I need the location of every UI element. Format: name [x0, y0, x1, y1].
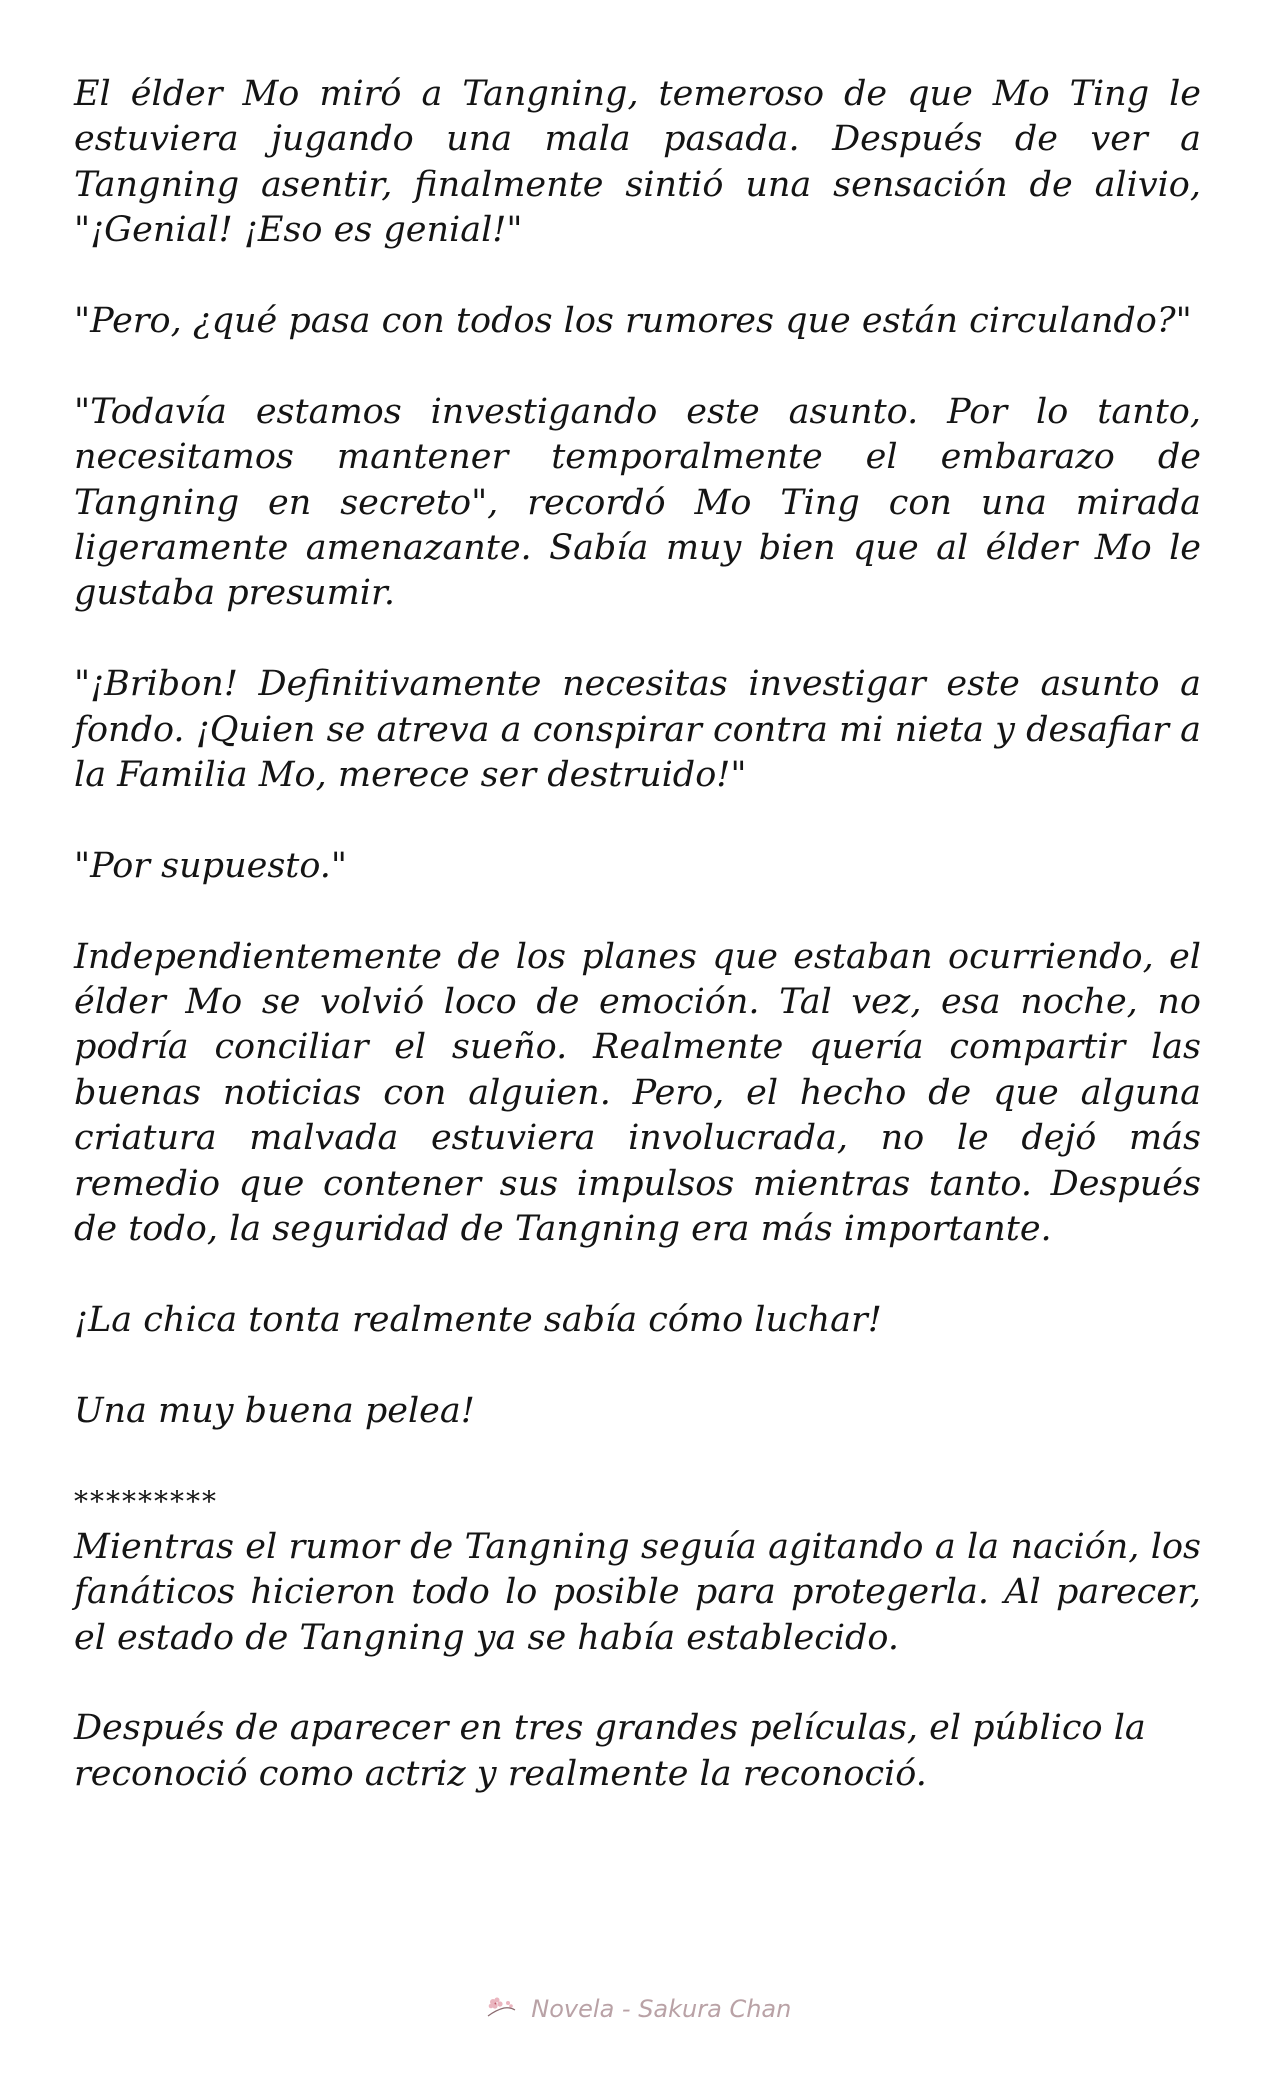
paragraph: Mientras el rumor de Tangning seguía agitando a la nación, los fanáticos hicieron todo lo posible para protegerla. Al parecer, el estado de Tangning ya se había establecido. [74, 1526, 1201, 1658]
paragraph: "¡Bribon! Definitivamente necesitas investigar este asunto a fondo. ¡Quien se atreva a conspirar contra mi nieta y desafiar a la Familia Mo, merece ser destruido!" [74, 664, 1201, 796]
paragraph: Una muy buena pelea! [74, 1390, 475, 1431]
paragraph: El élder Mo miró a Tangning, temeroso de que Mo Ting le estuviera jugando una mala pasada. Después de ver a Tangning asentir, finalmente sintió una sensación de alivio, "¡Genial! ¡Eso es genial!" [74, 74, 1201, 251]
paragraph: "Por supuesto." [74, 845, 348, 886]
chapter-text [74, 72, 1201, 1843]
paragraph: "Todavía estamos investigando este asunto. Por lo tanto, necesitamos mantener temporalmente el embarazo de Tangning en secreto", recordó Mo Ting con una mirada ligeramente amenazante. Sabía muy bien que al élder Mo le gustaba presumir. [74, 391, 1201, 614]
paragraph: Independientemente de los planes que estaban ocurriendo, el élder Mo se volvió loco de emoción. Tal vez, esa noche, no podría conciliar el sueño. Realmente quería compartir las buenas noticias con alguien. Pero, el hecho de que alguna criatura malvada estuviera involucrada, no le dejó más remedio que contener sus impulsos mientras tanto. Después de todo, la seguridad de Tangning era más importante. [74, 936, 1201, 1250]
watermark-footer [0, 1994, 1275, 2023]
section-separator: ********* [74, 1485, 218, 1519]
paragraph: Después de aparecer en tres grandes películas, el público la reconoció como actriz y realmente la reconoció. [74, 1708, 1146, 1794]
paragraph: ¡La chica tonta realmente sabía cómo luchar! [74, 1299, 882, 1340]
watermark-text: Novela - Sakura Chan [531, 1995, 792, 2023]
sakura-flower-icon [484, 1994, 518, 2020]
paragraph: "Pero, ¿qué pasa con todos los rumores que están circulando?" [74, 301, 1192, 342]
